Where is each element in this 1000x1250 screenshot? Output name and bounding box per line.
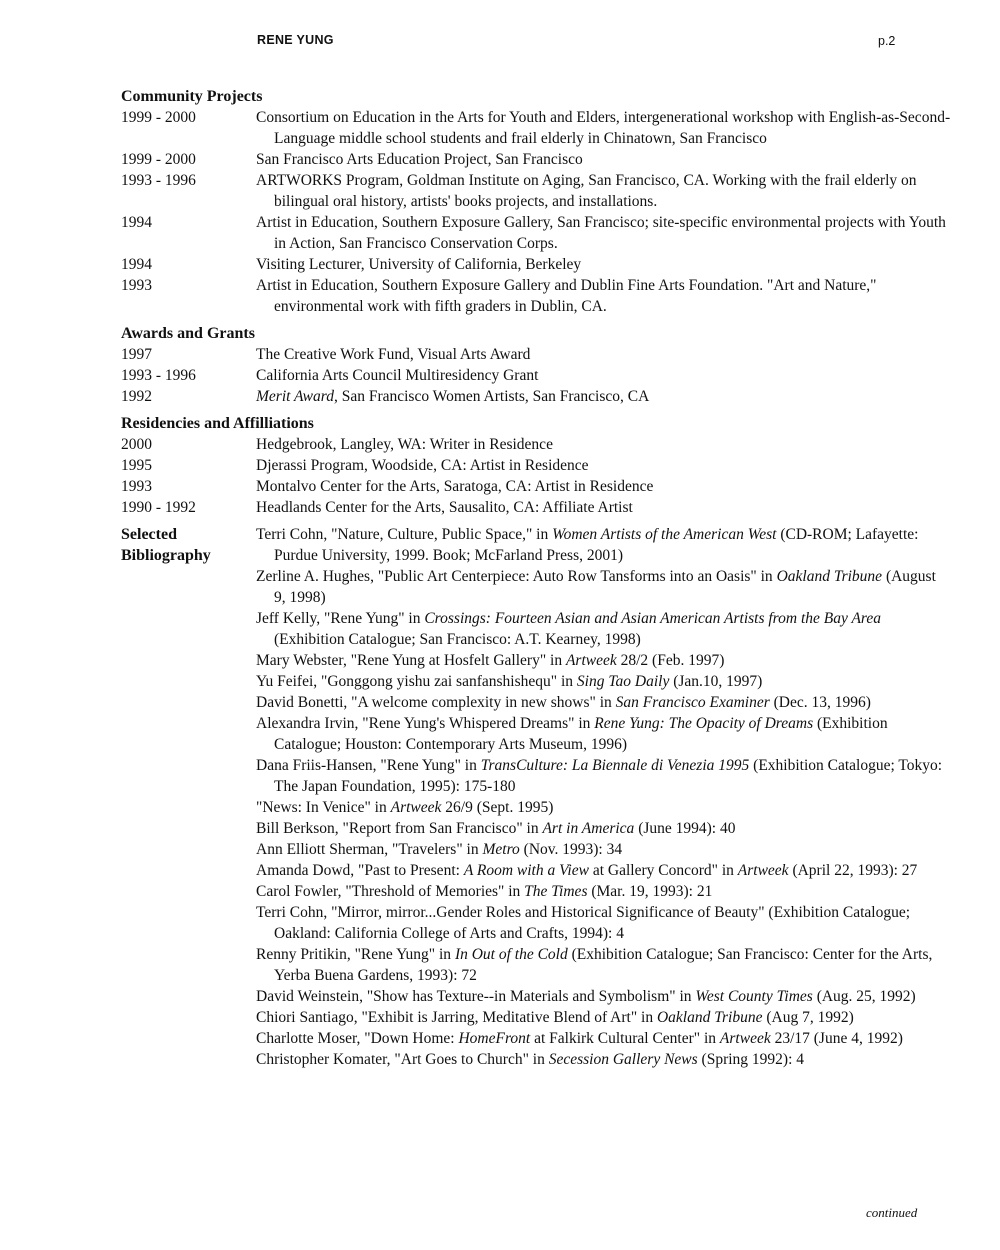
bibliography-entries (256, 524, 951, 1070)
item-text: Visiting Lecturer, University of California, Berkeley (256, 256, 582, 273)
community-item (121, 107, 951, 149)
community-item (121, 149, 951, 170)
residency-item (121, 455, 951, 476)
item-date: 1993 - 1996 (121, 172, 196, 189)
entry-text: (Exhibition Catalogue; Tokyo: The Japan Foundation, 1995): 175-180 (274, 757, 943, 795)
entry-text: (Mar. 19, 1993): 21 (587, 883, 713, 900)
entry-text: (Exhibition Catalogue; San Francisco: A.T. Kearney, 1998) (274, 631, 641, 648)
item-date: 1993 (121, 478, 152, 495)
item-date: 1994 (121, 256, 152, 273)
item-date: 1999 - 2000 (121, 151, 196, 168)
bibliography-entry (256, 944, 951, 986)
entry-text: Renny Pritikin, "Rene Yung" in (256, 946, 455, 963)
entry-text: Alexandra Irvin, "Rene Yung's Whispered Dreams" in (256, 715, 595, 732)
entry-text: at Falkirk Cultural Center" in (530, 1030, 720, 1047)
heading-line: Bibliography (121, 547, 211, 564)
item-date: 1994 (121, 214, 152, 231)
entry-text: (Aug 7, 1992) (762, 1009, 854, 1026)
community-item (121, 275, 951, 317)
entry-title: San Francisco Examiner (615, 694, 770, 711)
entry-text: (Jan.10, 1997) (669, 673, 763, 690)
awards-section (121, 323, 951, 407)
bibliography-entry (256, 797, 951, 818)
item-date: 1993 - 1996 (121, 367, 196, 384)
section-heading: Community Projects (121, 88, 263, 105)
residency-item (121, 476, 951, 497)
entry-text: Chiori Santiago, "Exhibit is Jarring, Meditative Blend of Art" in (256, 1009, 657, 1026)
heading-line: Selected (121, 526, 177, 543)
residency-item (121, 434, 951, 455)
community-item (121, 170, 951, 212)
entry-title: Women Artists of the American West (552, 526, 777, 543)
bibliography-entry (256, 986, 951, 1007)
entry-text: Charlotte Moser, "Down Home: (256, 1030, 459, 1047)
entry-text: 23/17 (June 4, 1992) (770, 1030, 903, 1047)
entry-title: Secession Gallery News (548, 1051, 698, 1068)
bibliography-entry (256, 902, 951, 944)
bibliography-entry (256, 1028, 951, 1049)
entry-title: Artweek (390, 799, 442, 816)
entry-text: Christopher Komater, "Art Goes to Church" in (256, 1051, 549, 1068)
entry-title: Sing Tao Daily (576, 673, 670, 690)
item-text: The Creative Work Fund, Visual Arts Award (256, 346, 531, 363)
bibliography-entry (256, 713, 951, 755)
item-text: California Arts Council Multiresidency Grant (256, 367, 539, 384)
entry-text: Zerline A. Hughes, "Public Art Centerpiece: Auto Row Tansforms into an Oasis" in (256, 568, 777, 585)
section-heading: Awards and Grants (121, 325, 255, 342)
item-text: Hedgebrook, Langley, WA: Writer in Residence (256, 436, 553, 453)
entry-text: Ann Elliott Sherman, "Travelers" in (256, 841, 483, 858)
item-date: 1995 (121, 457, 152, 474)
entry-title: West County Times (695, 988, 813, 1005)
entry-title: Oakland Tribune (776, 568, 883, 585)
entry-text: Terri Cohn, "Nature, Culture, Public Space," in (256, 526, 553, 543)
item-text: San Francisco Arts Education Project, San Francisco (256, 151, 583, 168)
award-title: Merit Award (256, 388, 334, 405)
entry-text: (April 22, 1993): 27 (788, 862, 918, 879)
entry-text: (Nov. 1993): 34 (519, 841, 623, 858)
entry-title: Rene Yung: The Opacity of Dreams (594, 715, 814, 732)
item-date: 1990 - 1992 (121, 499, 196, 516)
entry-text: Terri Cohn, "Mirror, mirror...Gender Roles and Historical Significance of Beauty" (Exhibition Catalogue; Oakland: California College of Arts and Crafts, 1994): 4 (256, 904, 911, 942)
entry-title: A Room with a View (463, 862, 589, 879)
running-head-name: RENE YUNG (257, 33, 334, 47)
item-date: 1992 (121, 388, 152, 405)
entry-text: Bill Berkson, "Report from San Francisco" in (256, 820, 543, 837)
bibliography-entry (256, 1007, 951, 1028)
residencies-section (121, 413, 951, 518)
entry-text: Mary Webster, "Rene Yung at Hosfelt Gallery" in (256, 652, 566, 669)
award-item (121, 365, 951, 386)
entry-text: Yu Feifei, "Gonggong yishu zai sanfanshishequ" in (256, 673, 577, 690)
entry-title: The Times (524, 883, 588, 900)
entry-text: (CD-ROM; Lafayette: Purdue University, 1999. Book; McFarland Press, 2001) (274, 526, 919, 564)
section-heading (121, 524, 256, 566)
award-item (121, 344, 951, 365)
bibliography-entry (256, 818, 951, 839)
resume-content (121, 86, 951, 1070)
entry-text: (Dec. 13, 1996) (769, 694, 871, 711)
page-number: p.2 (878, 34, 896, 48)
entry-title: Oakland Tribune (656, 1009, 763, 1026)
item-date: 1997 (121, 346, 152, 363)
entry-text: (June 1994): 40 (634, 820, 736, 837)
bibliography-entry (256, 692, 951, 713)
entry-title: Artweek (719, 1030, 771, 1047)
entry-text: David Bonetti, "A welcome complexity in new shows" in (256, 694, 616, 711)
item-date: 1993 (121, 277, 152, 294)
entry-title: Metro (482, 841, 520, 858)
entry-text: Carol Fowler, "Threshold of Memories" in (256, 883, 525, 900)
entry-title: HomeFront (458, 1030, 531, 1047)
entry-text: Amanda Dowd, "Past to Present: (256, 862, 464, 879)
item-text: Montalvo Center for the Arts, Saratoga, CA: Artist in Residence (256, 478, 654, 495)
item-text (256, 386, 951, 407)
entry-text: (Exhibition Catalogue; Houston: Contemporary Arts Museum, 1996) (274, 715, 888, 753)
entry-text: (Exhibition Catalogue; San Francisco: Center for the Arts, Yerba Buena Gardens, 1993): 72 (274, 946, 933, 984)
item-text: Headlands Center for the Arts, Sausalito, CA: Affiliate Artist (256, 499, 633, 516)
item-text: ARTWORKS Program, Goldman Institute on Aging, San Francisco, CA. Working with the frail elderly on bilingual oral history, artists' books projects, and installations. (256, 172, 917, 210)
community-item (121, 212, 951, 254)
entry-title: Crossings: Fourteen Asian and Asian American Artists from the Bay Area (424, 610, 882, 627)
bibliography-entry (256, 566, 951, 608)
item-text: Djerassi Program, Woodside, CA: Artist in Residence (256, 457, 589, 474)
residency-item (121, 497, 951, 518)
entry-title: TransCulture: La Biennale di Venezia 1995 (480, 757, 750, 774)
continued-note: continued (866, 1205, 918, 1220)
entry-title: Art in America (542, 820, 635, 837)
award-item (121, 386, 951, 407)
entry-text: David Weinstein, "Show has Texture--in Materials and Symbolism" in (256, 988, 696, 1005)
entry-text: Dana Friis-Hansen, "Rene Yung" in (256, 757, 481, 774)
entry-text: (Spring 1992): 4 (697, 1051, 805, 1068)
item-text: Consortium on Education in the Arts for Youth and Elders, intergenerational workshop with English-as-Second-Language middle school students and frail elderly in Chinatown, San Francisco (256, 109, 951, 147)
award-detail: , San Francisco Women Artists, San Francisco, CA (333, 388, 650, 405)
entry-text: Jeff Kelly, "Rene Yung" in (256, 610, 425, 627)
bibliography-entry (256, 881, 951, 902)
entry-text: "News: In Venice" in (256, 799, 391, 816)
entry-text: (August 9, 1998) (274, 568, 936, 606)
item-text: Artist in Education, Southern Exposure Gallery and Dublin Fine Arts Foundation. "Art and Nature," environmental work with fifth graders in Dublin, CA. (256, 277, 877, 315)
entry-text: 28/2 (Feb. 1997) (616, 652, 725, 669)
bibliography-entry (256, 860, 951, 881)
bibliography-entry (256, 650, 951, 671)
community-projects-section (121, 86, 951, 317)
entry-title: Artweek (565, 652, 617, 669)
item-text: Artist in Education, Southern Exposure Gallery, San Francisco; site-specific environmental projects with Youth in Action, San Francisco Conservation Corps. (256, 214, 946, 252)
entry-title: Artweek (737, 862, 789, 879)
section-heading: Residencies and Affilliations (121, 415, 314, 432)
bibliography-entry (256, 1049, 951, 1070)
bibliography-entry (256, 839, 951, 860)
entry-text: (Aug. 25, 1992) (812, 988, 916, 1005)
bibliography-entry (256, 671, 951, 692)
bibliography-entry (256, 755, 951, 797)
bibliography-entry (256, 608, 951, 650)
entry-text: at Gallery Concord" in (588, 862, 738, 879)
item-date: 2000 (121, 436, 152, 453)
bibliography-section (121, 524, 951, 1070)
community-item (121, 254, 951, 275)
entry-title: In Out of the Cold (454, 946, 568, 963)
item-date: 1999 - 2000 (121, 109, 196, 126)
bibliography-entry (256, 524, 951, 566)
entry-text: 26/9 (Sept. 1995) (441, 799, 554, 816)
